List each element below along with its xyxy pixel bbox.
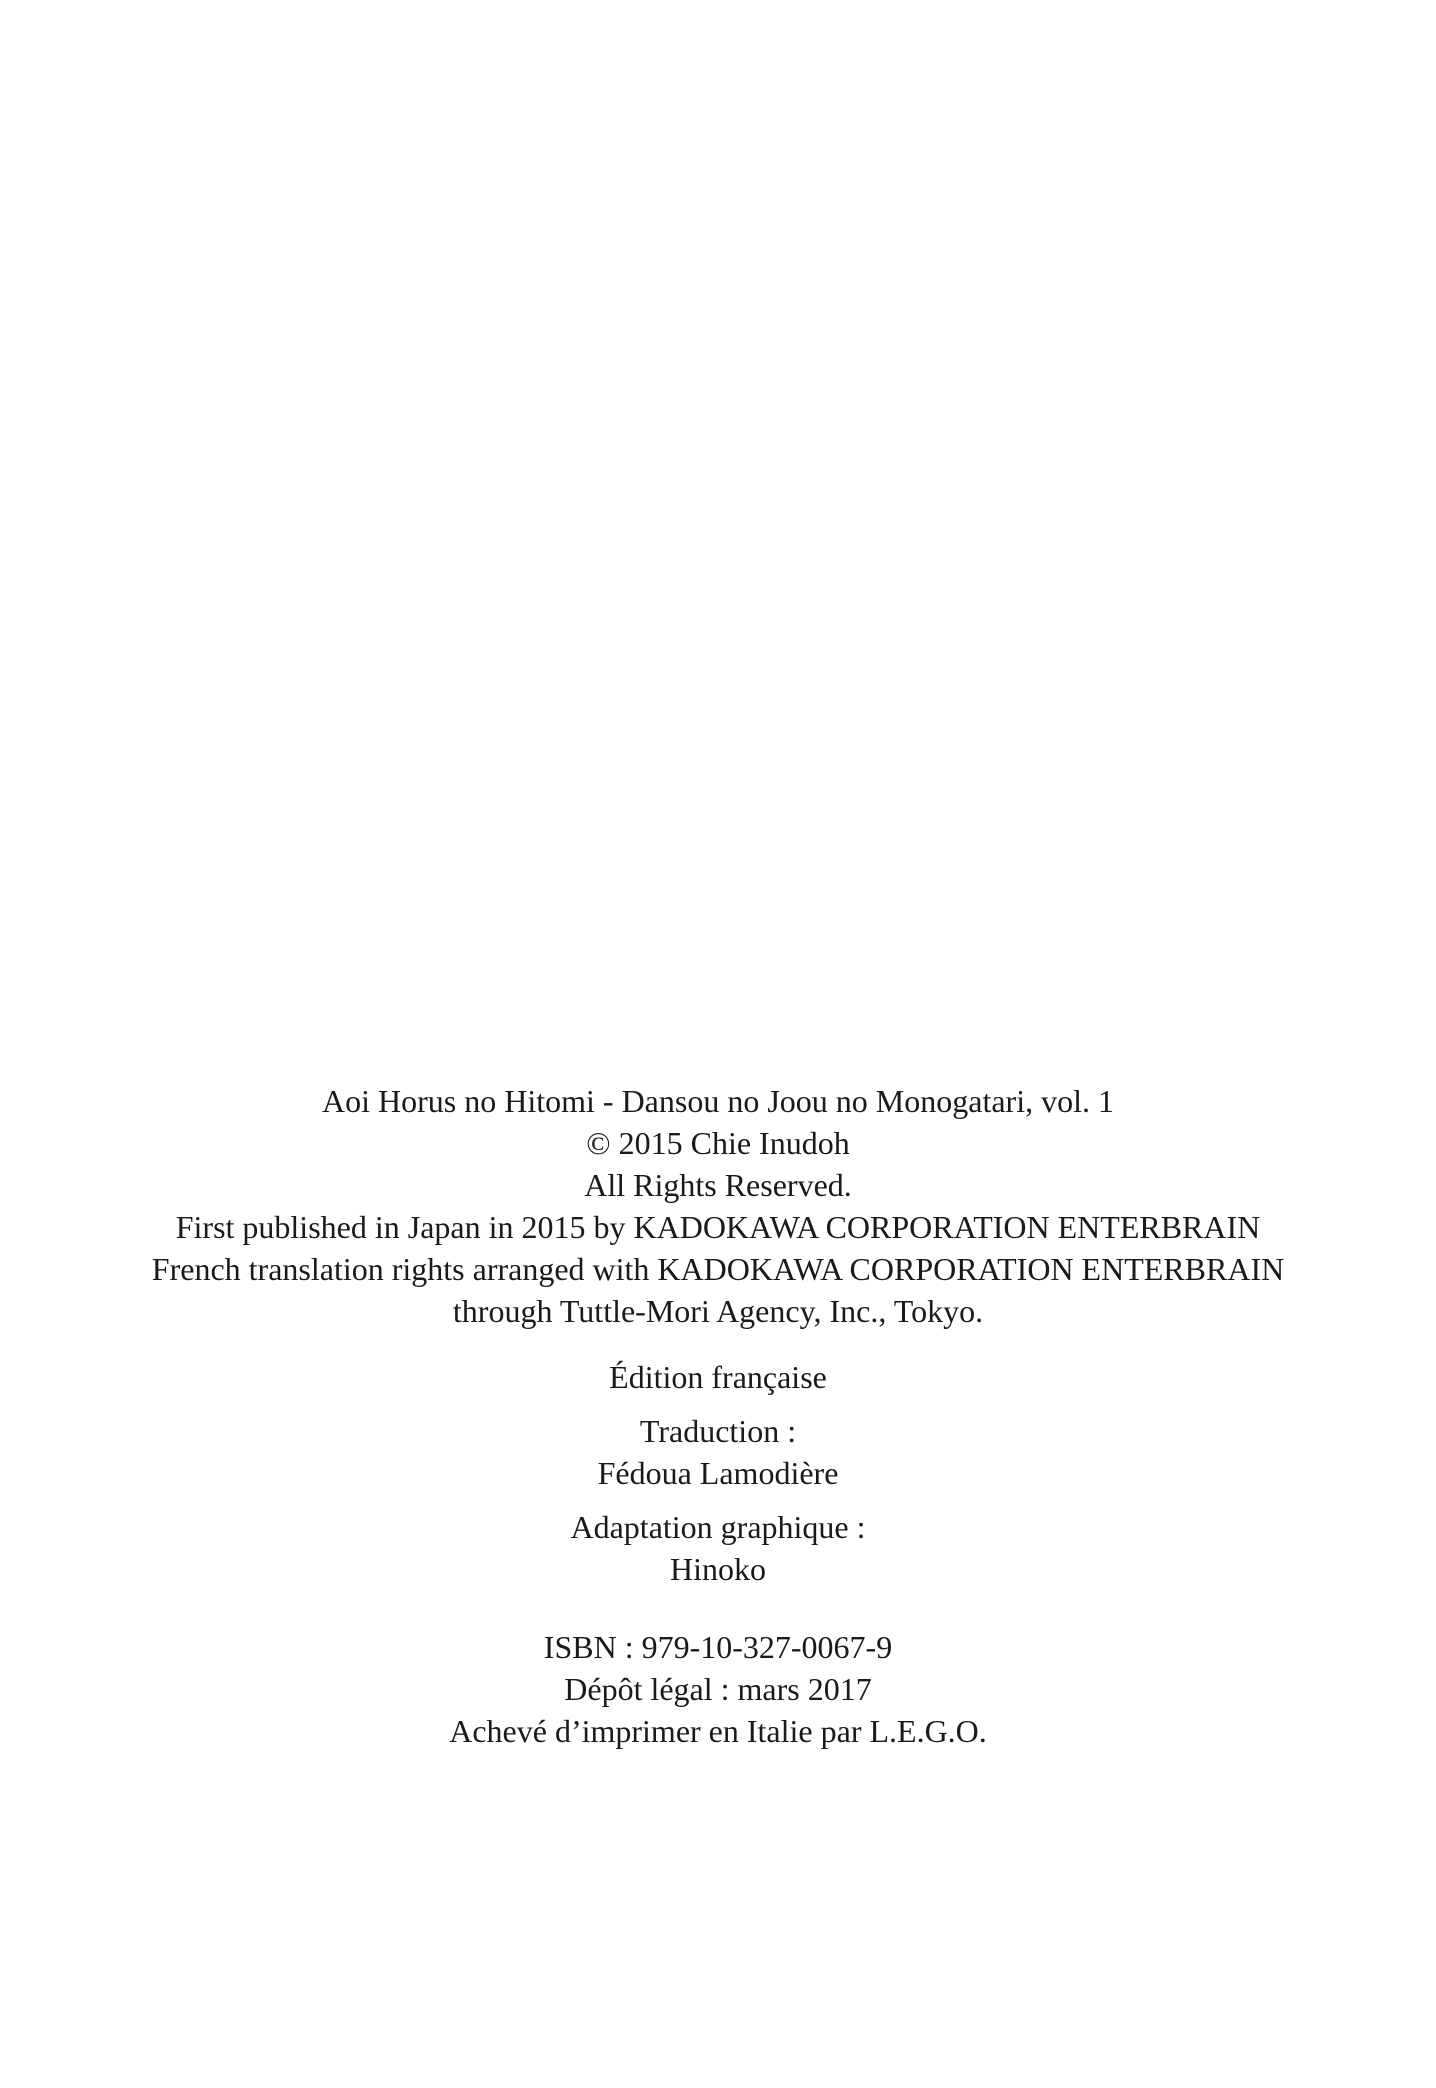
isbn: ISBN : 979-10-327-0067-9 [543,1629,893,1665]
translation-rights: French translation rights arranged with KADOKAWA CORPORATION ENTERBRAIN [151,1251,1285,1287]
legal-block [0,1626,1436,1752]
original-title: Aoi Horus no Hitomi - Dansou no Joou no Monogatari, vol. 1 [322,1083,1114,1119]
colophon [0,1080,1436,1752]
translation-label: Traduction : [639,1413,797,1449]
first-published: First published in Japan in 2015 by KADOKAWA CORPORATION ENTERBRAIN [175,1209,1261,1245]
adaptation-label: Adaptation graphique : [570,1509,866,1545]
rights-reserved: All Rights Reserved. [584,1167,852,1203]
agency-line: through Tuttle-Mori Agency, Inc., Tokyo. [452,1293,984,1329]
translation-block [0,1410,1436,1494]
legal-deposit: Dépôt légal : mars 2017 [564,1671,872,1707]
edition-heading-block [0,1356,1436,1398]
edition-heading: Édition française [609,1359,827,1395]
adaptation-block [0,1506,1436,1590]
copyright-notice: © 2015 Chie Inudoh [586,1125,850,1161]
copyright-block [0,1080,1436,1332]
printing-note: Achevé d’imprimer en Italie par L.E.G.O. [449,1713,987,1749]
translator-name: Fédoua Lamodière [597,1455,839,1491]
adapter-name: Hinoko [670,1551,766,1587]
